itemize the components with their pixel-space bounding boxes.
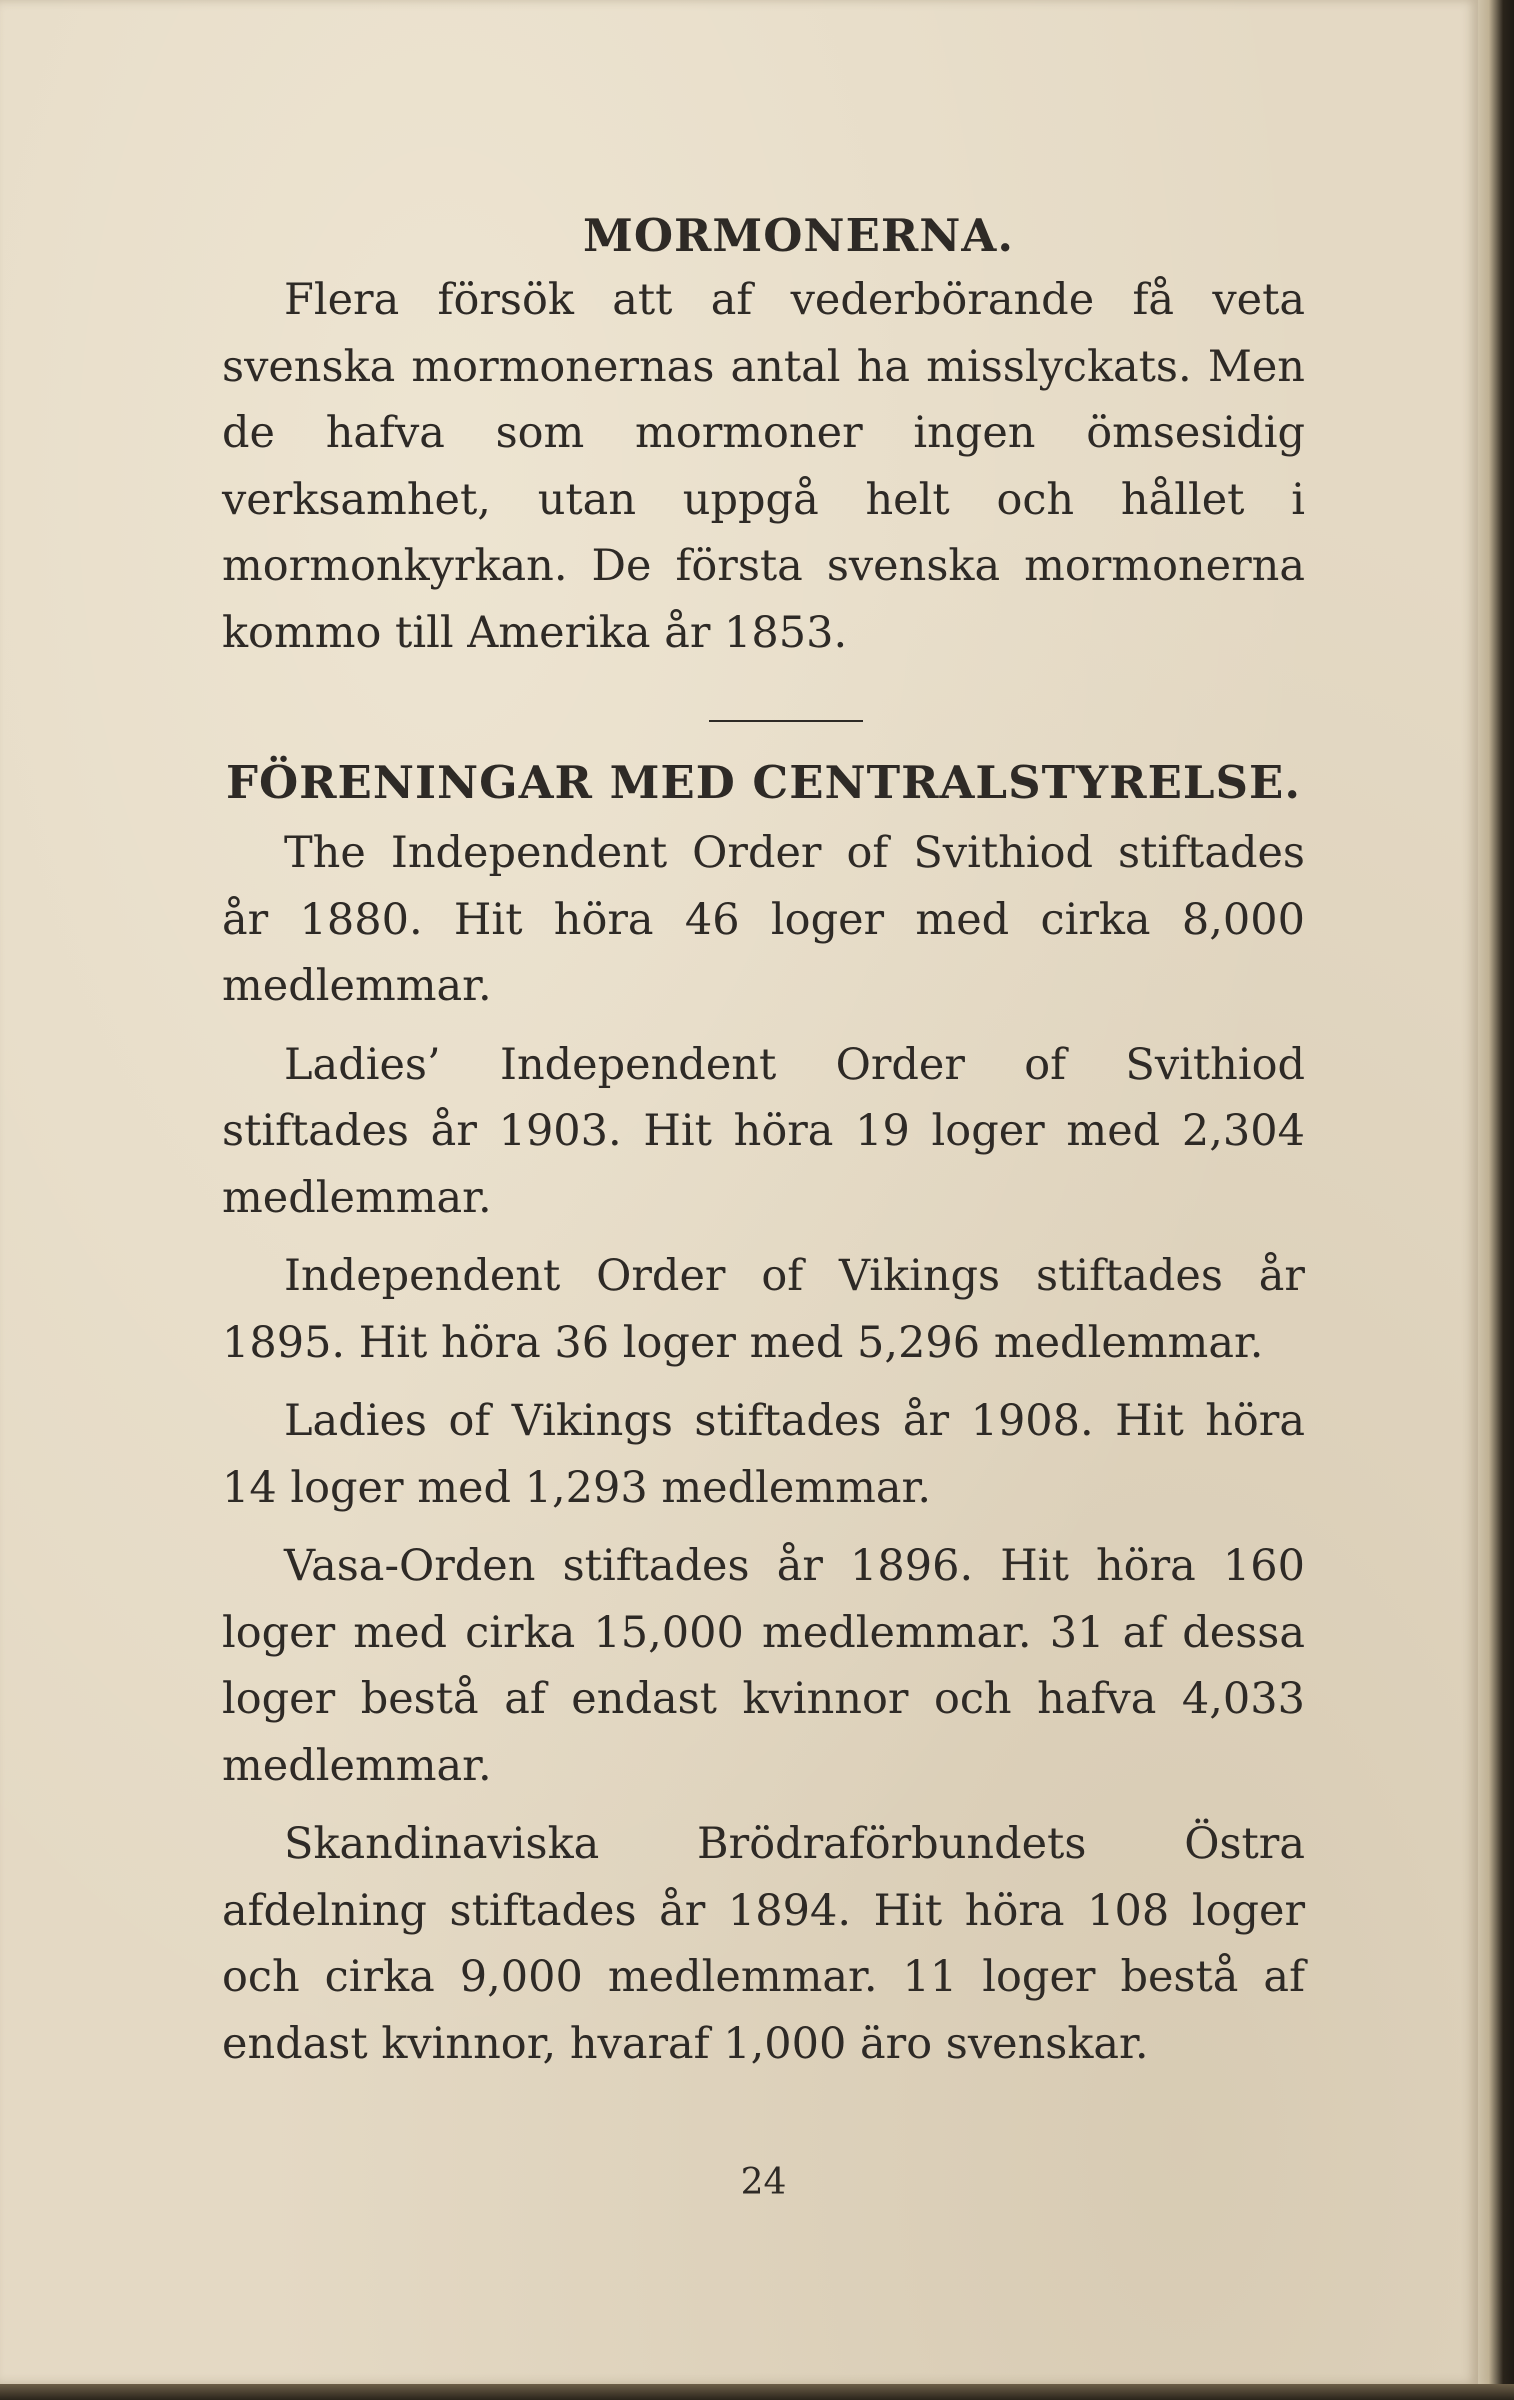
heading-mormonerna: MORMONERNA. <box>583 209 1014 262</box>
book-spine-edge <box>1478 0 1514 2400</box>
page-bottom-edge <box>0 2384 1514 2400</box>
paragraph-ladies-svithiod: Ladies’ Independent Order of Svithiod stiftades år 1903. Hit höra 19 loger med 2,304 medlemmar. <box>222 1039 1305 1223</box>
heading-foreningar: FÖRENINGAR MED CENTRALSTYRELSE. <box>226 756 1301 809</box>
paragraph-mormonerna: Flera försök att af vederbörande få veta svenska mormonernas antal ha misslyckats. Men de hafva som mormoner ingen ömsesidig verksamhet, utan uppgå helt och hållet i mormonkyrkan. De första svenska mormonerna kommo till Amerika år 1853. <box>222 275 1305 658</box>
paragraph-vikings: Independent Order of Vikings stiftades år 1895. Hit höra 36 loger med 5,296 medlemmar. <box>222 1251 1305 1368</box>
paragraph-svithiod: The Independent Order of Svithiod stiftades år 1880. Hit höra 46 loger med cirka 8,000 medlemmar. <box>222 828 1305 1011</box>
paragraph-ladies-vikings: Ladies of Vikings stiftades år 1908. Hit höra 14 loger med 1,293 medlemmar. <box>222 1396 1305 1513</box>
paragraph-brodraforbundet: Skandinaviska Brödraförbundets Östra afdelning stiftades år 1894. Hit höra 108 loger och cirka 9,000 medlemmar. 11 loger bestå af endast kvinnor, hvaraf 1,000 äro svenskar. <box>222 1819 1305 2069</box>
paragraph-vasa-orden: Vasa-Orden stiftades år 1896. Hit höra 160 loger med cirka 15,000 medlemmar. 31 af dessa loger bestå af endast kvinnor och hafva 4,033 medlemmar. <box>222 1541 1305 1791</box>
section-divider <box>709 720 863 722</box>
page-content <box>222 205 1305 2203</box>
page-number: 24 <box>740 2162 787 2203</box>
